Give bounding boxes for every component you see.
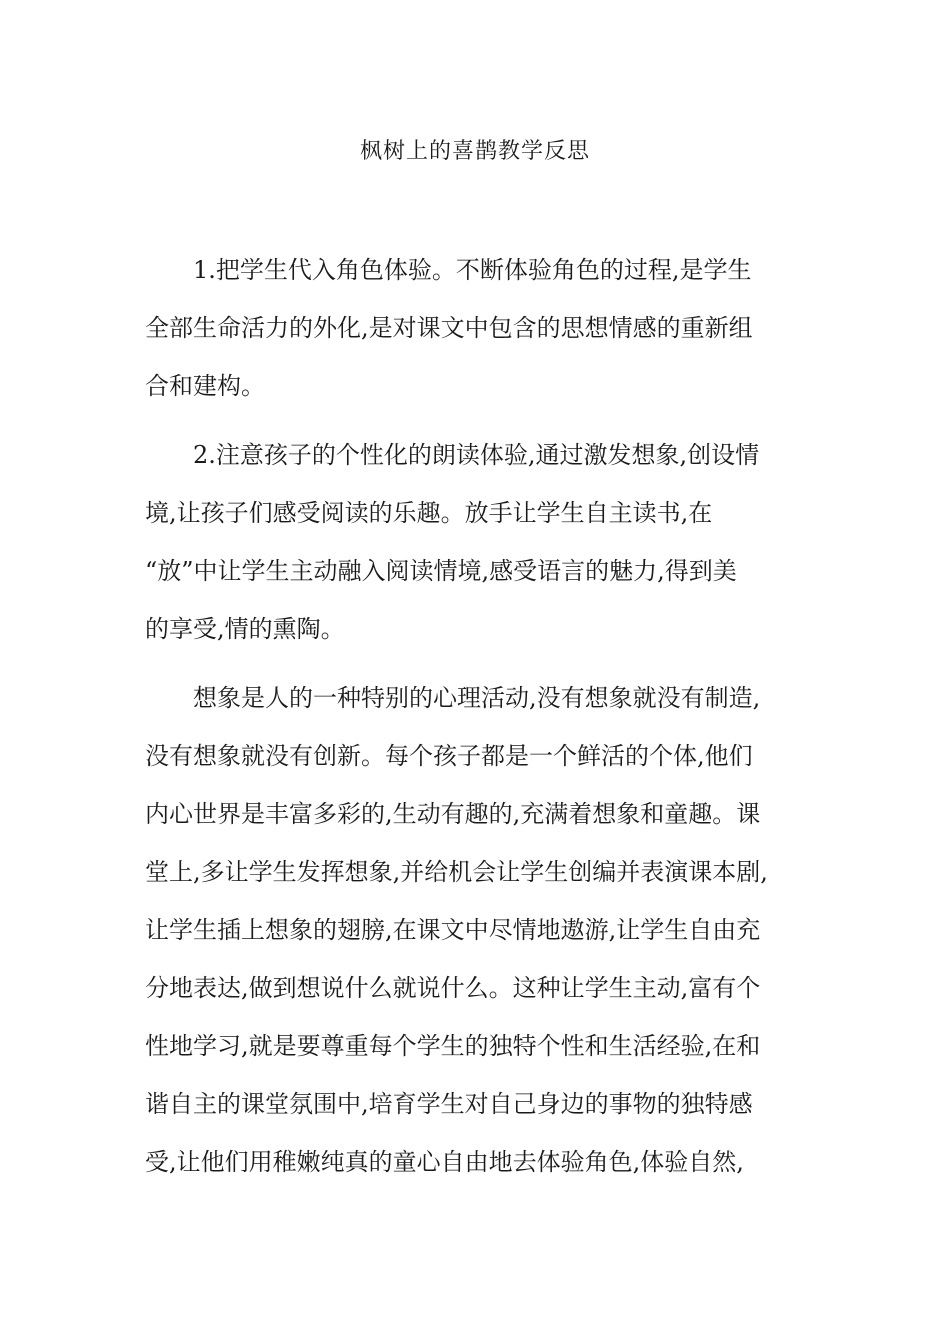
paragraph-1-line-1: 1.把学生代入角色体验。不断体验角色的过程,是学生	[193, 256, 752, 284]
paragraph-2-line-2: 境,让孩子们感受阅读的乐趣。放手让学生自主读书,在	[145, 499, 713, 527]
paragraph-2-line-3: “放”中让学生主动融入阅读情境,感受语言的魅力,得到美	[145, 557, 737, 585]
paragraph-3-line-9: 受,让他们用稚嫩纯真的童心自由地去体验角色,体验自然,	[145, 1148, 744, 1176]
paragraph-3-line-3: 内心世界是丰富多彩的,生动有趣的,充满着想象和童趣。课	[145, 800, 761, 828]
paragraph-2-line-4: 的享受,情的熏陶。	[145, 615, 345, 643]
document-title: 枫树上的喜鹊教学反思	[359, 139, 590, 164]
paragraph-3-line-2: 没有想象就没有创新。每个孩子都是一个鲜活的个体,他们	[145, 742, 753, 770]
paragraph-3-line-6: 分地表达,做到想说什么就说什么。这种让学生主动,富有个	[145, 974, 761, 1002]
paragraph-2-line-1: 2.注意孩子的个性化的朗读体验,通过激发想象,创设情	[193, 441, 760, 469]
paragraph-3-line-7: 性地学习,就是要尊重每个学生的独特个性和生活经验,在和	[145, 1032, 761, 1060]
paragraph-3-line-1: 想象是人的一种特别的心理活动,没有想象就没有制造,	[193, 684, 761, 712]
paragraph-1-line-2: 全部生命活力的外化,是对课文中包含的思想情感的重新组	[145, 314, 753, 342]
paragraph-1-line-3: 合和建构。	[145, 372, 265, 400]
paragraph-3-line-4: 堂上,多让学生发挥想象,并给机会让学生创编并表演课本剧,	[145, 858, 768, 886]
paragraph-3-line-5: 让学生插上想象的翅膀,在课文中尽情地遨游,让学生自由充	[145, 916, 761, 944]
paragraph-3-line-8: 谐自主的课堂氛围中,培育学生对自己身边的事物的独特感	[145, 1090, 753, 1118]
